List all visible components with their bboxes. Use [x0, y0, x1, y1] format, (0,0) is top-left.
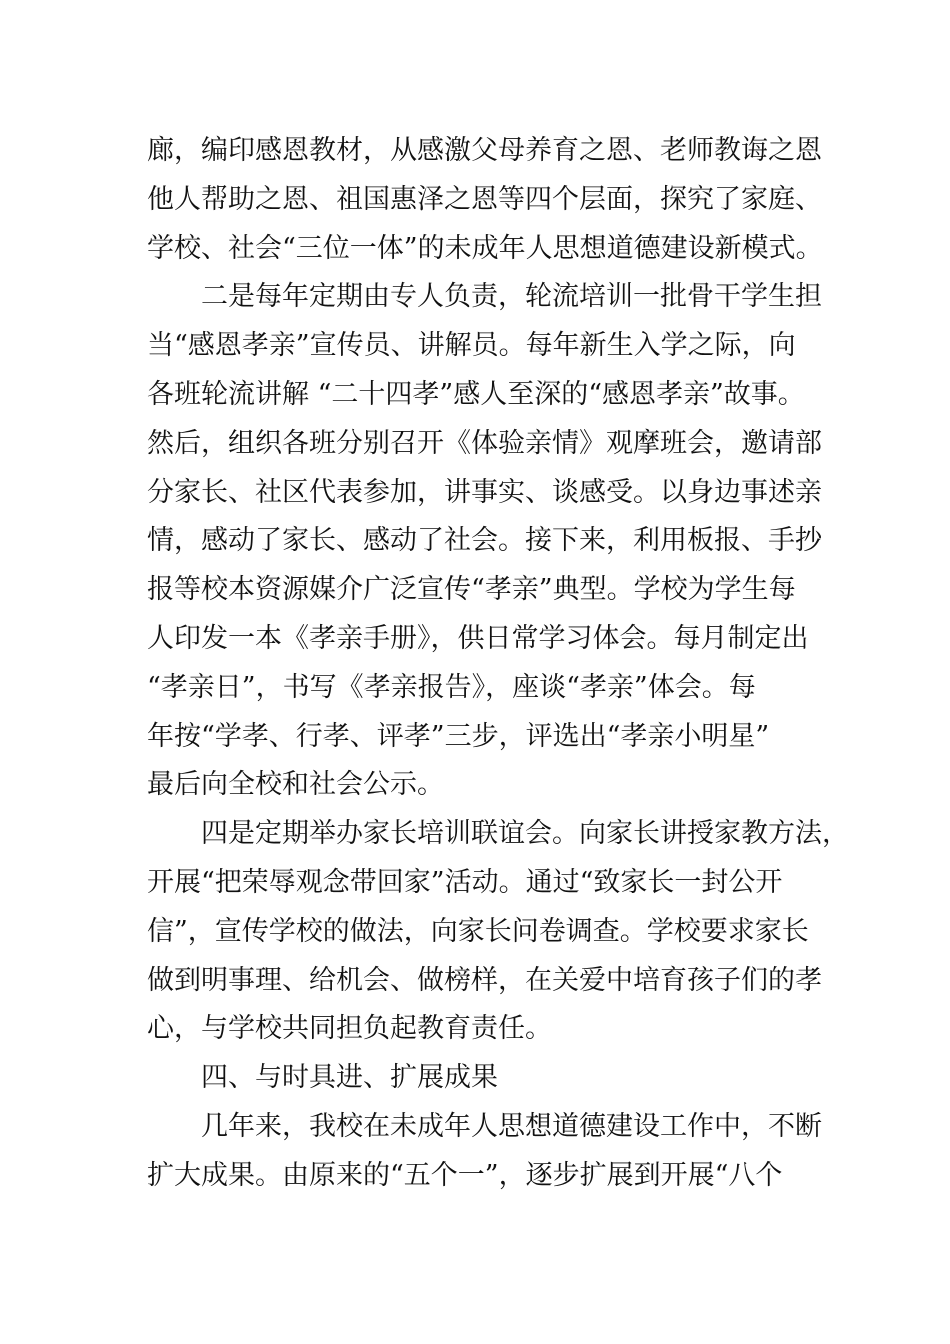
section-heading: 四、与时具进、扩展成果: [201, 1062, 498, 1094]
text-line: 他人帮助之恩、祖国惠泽之恩等四个层面，探究了家庭、: [147, 183, 822, 215]
text-line: 做到明事理、给机会、做榜样，在关爱中培育孩子们的孝: [147, 964, 822, 996]
text-line: 人印发一本《孝亲手册》，供日常学习体会。每月制定出: [147, 622, 809, 654]
paragraph-start-line: 四是定期举办家长培训联谊会。向家长讲授家教方法，: [201, 818, 849, 850]
text-line: 然后，组织各班分别召开《体验亲情》观摩班会，邀请部: [147, 427, 822, 459]
paragraph-start-line: 二是每年定期由专人负责，轮流培训一批骨干学生担: [201, 281, 822, 313]
body-text: [147, 127, 849, 1201]
text-line: 扩大成果。由原来的“五个一”，逐步扩展到开展“八个: [147, 1159, 783, 1191]
text-line: 心，与学校共同担负起教育责任。: [147, 1013, 552, 1045]
text-line: 开展“把荣辱观念带回家”活动。通过“致家长一封公开: [147, 866, 783, 898]
text-line: 最后向全校和社会公示。: [147, 769, 444, 801]
text-line: 情，感动了家长、感动了社会。接下来，利用板报、手抄: [147, 525, 822, 557]
text-line: 廊，编印感恩教材，从感激父母养育之恩、老师教诲之恩: [147, 135, 822, 166]
text-line: 分家长、社区代表参加，讲事实、谈感受。以身边事述亲: [147, 476, 822, 508]
text-line: 信”，宣传学校的做法，向家长问卷调查。学校要求家长: [147, 915, 809, 947]
text-line: 当“感恩孝亲”宣传员、讲解员。每年新生入学之际，向: [147, 330, 796, 362]
text-line: 各班轮流讲解 “二十四孝”感人至深的“感恩孝亲”故事。: [147, 378, 805, 410]
text-line: 年按“学孝、行孝、评孝”三步，评选出“孝亲小明星”: [147, 720, 770, 752]
text-line: 学校、社会“三位一体”的未成年人思想道德建设新模式。: [147, 232, 823, 264]
paragraph-start-line: 几年来，我校在未成年人思想道德建设工作中，不断: [201, 1110, 822, 1142]
text-line: “孝亲日”，书写《孝亲报告》，座谈“孝亲”体会。每: [147, 671, 756, 703]
text-line: 报等校本资源媒介广泛宣传“孝亲”典型。学校为学生每: [147, 574, 796, 606]
